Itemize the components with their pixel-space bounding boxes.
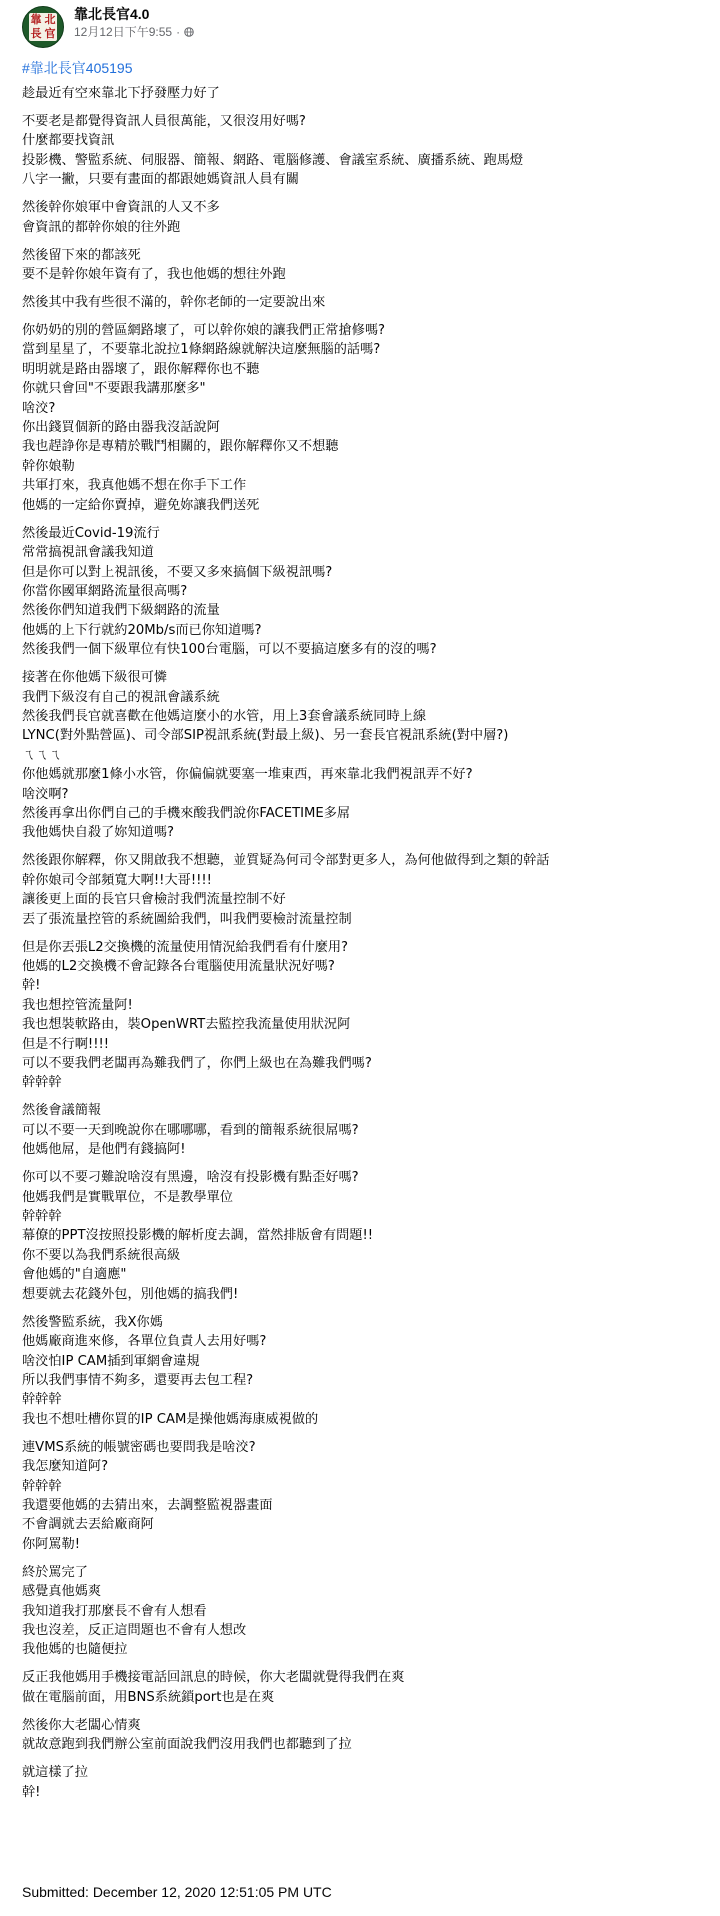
post-line: 啥洨啊? [22,786,69,802]
post-paragraph [22,668,712,843]
meta-separator: · [176,25,181,39]
post-line: 然後其中我有些很不滿的，幹你老師的一定要說出來 [22,295,326,311]
page-avatar[interactable] [22,6,64,48]
post-line: 我他媽的也隨便拉 [22,1642,128,1658]
avatar-logo [29,13,57,41]
post-line: 就這樣了拉 [22,1765,88,1781]
post-line: 但是你丟張L2交換機的流量使用情況給我們看有什麼用? [22,939,349,955]
post-line: 終於罵完了 [22,1564,88,1580]
post-paragraph [22,293,712,312]
post-line: 做在電腦前面，用BNS系統鎖port也是在爽 [22,1689,275,1705]
avatar-char: 靠 [30,13,42,26]
post-paragraph [22,1438,712,1554]
post-line: 什麼都要找資訊 [22,133,115,149]
post-paragraph [22,1716,712,1755]
post-line: 你他媽就那麼1條小水管，你偏偏就要塞一堆東西，再來靠北我們視訊弄不好? [22,767,473,783]
post-line: 我怎麼知道阿? [22,1459,109,1475]
post-line: 幹幹幹 [22,1075,62,1091]
post-line: 啥洨? [22,400,56,416]
post-paragraph [22,246,712,285]
globe-icon[interactable] [184,27,194,37]
post-line: 你奶奶的別的營區網路壞了，可以幹你娘的讓我們正常搶修嗎? [22,323,386,339]
post-paragraph [22,938,712,1093]
post-line: 我也想控管流量阿! [22,997,133,1013]
post-line: 趁最近有空來靠北下抒發壓力好了 [22,86,220,101]
post-line: 他媽的L2交換機不會記錄各台電腦使用流量狀況好嗎? [22,959,335,974]
post-line: 會他媽的"自適應" [22,1267,127,1283]
post-line: 可以不要一天到晚說你在哪哪哪，看到的簡報系統很屌嗎? [22,1122,359,1138]
page-name-link[interactable]: 靠北長官4.0 [74,6,150,22]
post-paragraph [22,1763,712,1802]
post-line: 不要老是都覺得資訊人員很萬能，又很沒用好嗎? [22,114,306,129]
post-line: 然後我們一個下級單位有快100台電腦，可以不要搞這麼多有的沒的嗎? [22,642,437,658]
post-line: 他媽我們是實戰單位，不是教學單位 [22,1189,233,1205]
post-line: 然後我們長官就喜歡在他媽這麼小的水管，用上3套會議系統同時上線 [22,708,427,724]
post-line: 我還要他媽的去猜出來，去調整監視器畫面 [22,1497,273,1513]
avatar-char: 官 [44,27,56,40]
post-line: 他媽廠商進來修，各單位負責人去用好嗎? [22,1334,267,1350]
post-line: 感覺真他媽爽 [22,1584,102,1600]
post-line: 就故意跑到我們辦公室前面說我們沒用我們也都聽到了拉 [22,1737,352,1753]
post-line: 想要就去花錢外包，別他媽的搞我們! [22,1286,239,1302]
post-line: 讓後更上面的長官只會檢討我們流量控制不好 [22,892,286,908]
post-subtitle [74,24,194,40]
post-paragraph [22,1668,712,1707]
post-line: 然後最近Covid-19流行 [22,525,160,541]
post-paragraph [22,1101,712,1159]
post-line: 我也不想吐槽你買的IP CAM是操他媽海康威視做的 [22,1411,319,1427]
post-line: 會資訊的都幹你娘的往外跑 [22,219,181,235]
post-line: 幕僚的PPT沒按照投影機的解析度去調，當然排版會有問題!! [22,1228,374,1244]
post-line: 然後跟你解釋，你又開啟我不想聽，並質疑為何司令部對更多人，為何他做得到之類的幹話 [22,853,550,869]
post-line: 然後警監系統，我X你媽 [22,1314,163,1330]
post-line: 幹幹幹 [22,1209,62,1225]
post-line: 連VMS系統的帳號密碼也要問我是啥洨? [22,1439,256,1455]
post-line: 幹你娘司令部頻寬大啊!!大哥!!!! [22,872,212,888]
post-line: 然後再拿出你們自己的手機來酸我們說你FACETIME多屌 [22,805,351,821]
post-paragraph [22,112,712,190]
post-line: 要不是幹你娘年資有了，我也他媽的想往外跑 [22,267,286,283]
post-line: 你出錢買個新的路由器我沒話說阿 [22,420,220,436]
post-line: 可以不要我們老闆再為難我們了，你們上級也在為難我們嗎? [22,1056,372,1072]
post-paragraph [22,524,712,660]
post-line: 然後留下來的都該死 [22,247,141,263]
post-line: 然後你們知道我們下級網路的流量 [22,603,220,619]
post-line: 所以我們事情不夠多，還要再去包工程? [22,1372,254,1388]
post-body [22,84,712,1802]
post-line: 我也趕諍你是專精於戰鬥相關的，跟你解釋你又不想聽 [22,439,339,455]
post-line: 當到星星了，不要靠北說拉1條網路線就解決這麼無腦的話嗎? [22,342,381,358]
post-line: 接著在你他媽下級很可憐 [22,670,168,686]
post-paragraph [22,1168,712,1304]
post-paragraph [22,321,712,515]
post-line: 然後會議簡報 [22,1103,102,1119]
post-line: 我他媽快自殺了妳知道嗎? [22,825,175,841]
post-line: 反正我他媽用手機接電話回訊息的時候，你大老闆就覺得我們在爽 [22,1670,405,1686]
post-line: 啥洨怕IP CAM插到軍網會違規 [22,1353,200,1369]
post-line: 然後幹你娘軍中會資訊的人又不多 [22,200,220,216]
post-line: 他媽的上下行就約20Mb/s而已你知道嗎? [22,622,262,638]
post-paragraph [22,1563,712,1660]
submitted-timestamp: Submitted: December 12, 2020 12:51:05 PM UTC [22,1884,332,1900]
post-line: 幹! [22,978,41,994]
post-line: 然後你大老闆心情爽 [22,1717,141,1733]
post-line: 幹你娘勒 [22,458,75,474]
post-line: 明明就是路由器壞了，跟你解釋你也不聽 [22,361,260,377]
post-line: 我們下級沒有自己的視訊會議系統 [22,689,220,705]
post-timestamp[interactable]: 12月12日下午9:55 [74,25,173,39]
post-header [22,0,712,58]
avatar-char: 長 [30,27,42,40]
post-line: 你可以不要刁難說啥沒有黑邊，啥沒有投影機有點歪好嗎? [22,1170,359,1186]
post-line: 你不要以為我們系統很高級 [22,1247,181,1263]
post-line: 我知道我打那麼長不會有人想看 [22,1603,207,1619]
post-line: 你當你國軍網路流量很高嗎? [22,583,188,599]
post-line: 幹! [22,1784,41,1800]
post-line: LYNC(對外點營區)、司令部SIP視訊系統(對最上級)、另一套長官視訊系統(對中層?) [22,728,509,744]
post-line: 你阿罵勒! [22,1536,81,1552]
hashtag-link[interactable]: #靠北長官405195 [22,60,133,76]
post-line: 我也想裝軟路由，裝OpenWRT去監控我流量使用狀況阿 [22,1017,351,1033]
post-line: 共軍打來，我真他媽不想在你手下工作 [22,478,247,494]
post-paragraph [22,851,712,929]
post-line: 但是不行啊!!!! [22,1036,110,1052]
post-line: 丟了張流量控管的系統圖給我們，叫我們要檢討流量控制 [22,911,352,927]
post-line: 不會調就去丟給廠商阿 [22,1517,154,1533]
post-line: 他媽的一定給你賣掉，避免妳讓我們送死 [22,497,260,513]
avatar-char: 北 [44,13,56,26]
post-line: 但是你可以對上視訊後，不要又多來搞個下級視訊嗎? [22,564,333,580]
post-line: 他媽他屌，是他們有錢搞阿! [22,1142,186,1158]
post-meta [74,4,194,40]
post-line: 你就只會回"不要跟我講那麼多" [22,381,206,397]
post-line: 幹幹幹 [22,1478,62,1494]
post-paragraph [22,1313,712,1429]
post-line: ㄟㄟㄟ [22,747,62,763]
post-line: 八字一撇，只要有畫面的都跟她媽資訊人員有關 [22,172,299,188]
post-paragraph [22,84,712,103]
post-line: 我也沒差，反正這問題也不會有人想改 [22,1622,247,1638]
post-line: 投影機、警監系統、伺服器、簡報、網路、電腦修護、會議室系統、廣播系統、跑馬燈 [22,152,524,168]
post-line: 幹幹幹 [22,1392,62,1408]
post-line: 常常搞視訊會議我知道 [22,545,154,561]
post-paragraph [22,198,712,237]
